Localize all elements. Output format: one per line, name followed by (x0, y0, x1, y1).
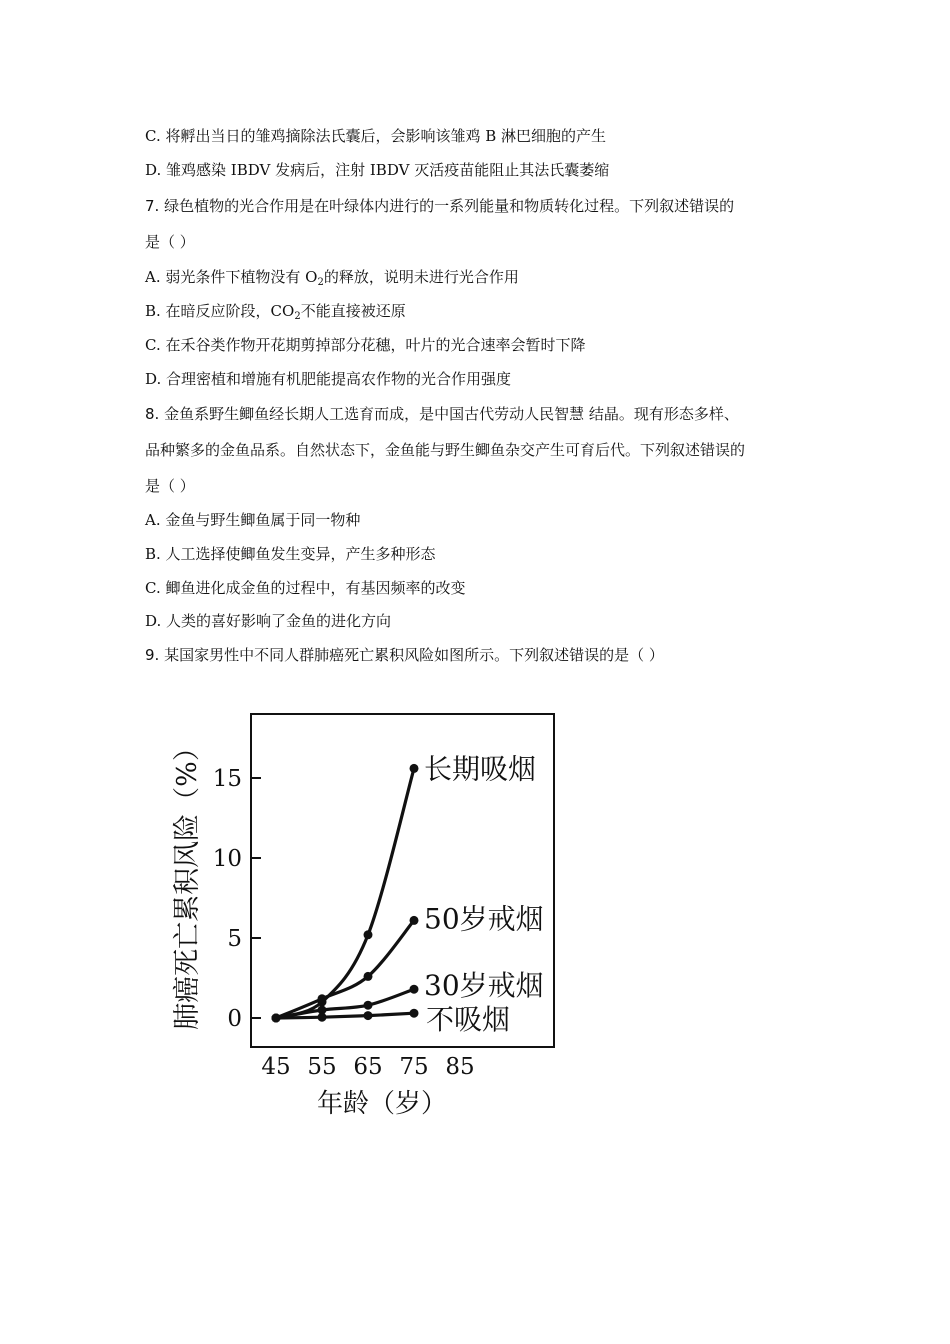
series-line-长期吸烟 (276, 768, 414, 1018)
y-tick-label-0: 0 (227, 1006, 242, 1032)
series-label-50岁戒烟: 50岁戒烟 (424, 902, 544, 936)
y-tick-label-10: 10 (212, 846, 242, 872)
question-8-stem-line1: 金鱼系野生鲫鱼经长期人工选育而成，是中国古代劳动人民智慧 结晶。现有形态多样、 (164, 405, 739, 423)
question-8-stem (145, 404, 739, 424)
data-point (318, 1013, 327, 1022)
series-label-30岁戒烟: 30岁戒烟 (424, 969, 544, 1003)
question-7-option-b: B. 在暗反应阶段，$CO_2$不能直接被还原 (145, 302, 406, 322)
y-tick-label-15: 15 (212, 766, 242, 792)
question-6-option-d: D. 雏鸡感染 IBDV 发病后，注射 IBDV 灭活疫苗能阻止其法氏囊萎缩 (145, 161, 610, 179)
y-tick-label-5: 5 (227, 926, 242, 952)
question-9-stem: 9. 某国家男性中不同人群肺癌死亡累积风险如图所示。下列叙述错误的是（ ） (145, 646, 664, 664)
data-point (318, 994, 327, 1003)
series-label-长期吸烟: 长期吸烟 (424, 752, 537, 786)
question-7-number: 7. (145, 197, 160, 215)
x-tick-label-65: 65 (353, 1054, 383, 1080)
question-8-number: 8. (145, 405, 160, 423)
question-8-option-a: A. 金鱼与野生鲫鱼属于同一物种 (145, 511, 361, 529)
question-7-stem-line1: 绿色植物的光合作用是在叶绿体内进行的一系列能量和物质转化过程。下列叙述错误的 (164, 197, 735, 215)
data-point (410, 1009, 419, 1018)
question-9-number: 9. (145, 646, 160, 664)
question-7-option-c: C. 在禾谷类作物开花期剪掉部分花穗，叶片的光合速率会暂时下降 (145, 336, 586, 354)
question-8-stem-line2: 品种繁多的金鱼品系。自然状态下，金鱼能与野生鲫鱼杂交产生可育后代。下列叙述错误的 (145, 441, 746, 459)
y-axis-label: 肺癌死亡累积风险（%） (172, 734, 203, 1030)
question-8-option-c: C. 鲫鱼进化成金鱼的过程中，有基因频率的改变 (145, 579, 466, 597)
x-tick-label-75: 75 (399, 1054, 429, 1080)
data-point (410, 764, 419, 773)
question-7-option-d: D. 合理密植和增施有机肥能提高农作物的光合作用强度 (145, 370, 512, 388)
data-point (364, 1001, 373, 1010)
x-axis-label: 年龄（岁） (316, 1089, 448, 1119)
question-7-option-a: A. 弱光条件下植物没有 $O_2$的释放，说明未进行光合作用 (145, 268, 519, 288)
series-label-不吸烟: 不吸烟 (426, 1003, 511, 1037)
question-8-stem-line3: 是（ ） (145, 477, 195, 495)
data-point (364, 930, 373, 939)
series-line-50岁戒烟 (276, 920, 414, 1018)
question-8-option-d: D. 人类的喜好影响了金鱼的进化方向 (145, 612, 392, 630)
question-7-stem (145, 196, 734, 216)
x-tick-label-85: 85 (445, 1054, 475, 1080)
question-8-option-b: B. 人工选择使鲫鱼发生变异，产生多种形态 (145, 545, 436, 563)
data-point (410, 985, 419, 994)
x-tick-label-55: 55 (307, 1054, 337, 1080)
data-point (410, 916, 419, 925)
x-tick-label-45: 45 (261, 1054, 291, 1080)
lung-cancer-risk-chart (160, 700, 580, 1130)
question-7-stem-line2: 是（ ） (145, 233, 195, 251)
question-6-option-c: C. 将孵出当日的雏鸡摘除法氏囊后，会影响该雏鸡 B 淋巴细胞的产生 (145, 127, 607, 145)
data-point (364, 972, 373, 981)
data-point (364, 1011, 373, 1020)
data-point (272, 1014, 281, 1023)
